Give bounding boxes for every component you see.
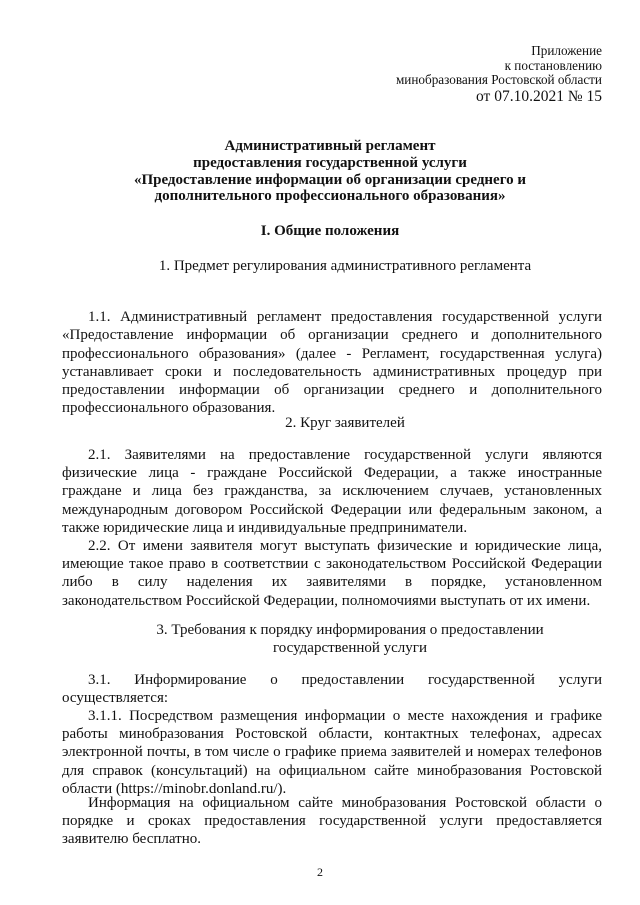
subheading-subject: 1. Предмет регулирования административного регламента bbox=[158, 258, 532, 274]
appendix-line-3: минобразования Ростовской области bbox=[395, 72, 602, 88]
paragraph-2-2-text: 2.2. От имени заявителя могут выступать физические и юридические лица, имеющие такое право в соответствии с законодательством Российской Федерации либо в силу наделения их заявителями в порядке, установленном законодательством Российской Федерации, полномочиями выступать от их имени. bbox=[62, 538, 602, 609]
paragraph-info bbox=[62, 794, 602, 849]
subheading-informing-line-2: государственной услуги bbox=[273, 640, 427, 656]
title-line-4: дополнительного профессионального образования» bbox=[154, 188, 506, 205]
paragraph-2-2 bbox=[62, 537, 602, 610]
paragraph-3-1-1 bbox=[62, 707, 602, 798]
title-line-3: «Предоставление информации об организации среднего и bbox=[133, 171, 527, 188]
paragraph-1-1-text: 1.1. Административный регламент предоставления государственной услуги «Предоставление информации об организации среднего и дополнительного профессионального образования» (далее - Регламент, государственная услуга) устанавливает сроки и последовательность административных процедур при предоставлении информации об организации среднего и дополнительного профессионального образования. bbox=[62, 309, 602, 417]
paragraph-2-1-text: 2.1. Заявителями на предоставление государственной услуги являются физические лица - граждане Российской Федерации, а также иностранные граждане и лица без гражданства, за исключением случаев, установленных международным договором Российской Федерации или федеральным законом, а также юридические лица и индивидуальные предприниматели. bbox=[62, 447, 602, 536]
paragraph-3-1-text: 3.1. Информирование о предоставлении государственной услуги осуществляется: bbox=[62, 672, 602, 707]
paragraph-2-1 bbox=[62, 446, 602, 537]
page-number: 2 bbox=[317, 865, 323, 879]
appendix-header bbox=[396, 44, 602, 106]
section-heading: I. Общие положения bbox=[260, 223, 400, 239]
paragraph-1-1 bbox=[62, 290, 602, 417]
document-title bbox=[80, 138, 580, 205]
subheading-informing-line-1: 3. Требования к порядку информирования о предоставлении bbox=[156, 622, 544, 638]
subheading-informing bbox=[80, 621, 620, 657]
appendix-date-line: от 07.10.2021 № 15 bbox=[476, 87, 602, 105]
paragraph-3-1 bbox=[62, 671, 602, 707]
paragraph-3-1-1-text: 3.1.1. Посредством размещения информации о месте нахождения и графике работы минобразования Ростовской области, контактных телефонах, адресах электронной почты, в том числе о графике приема заявителей и номерах телефонов для справок (консультаций) на официальном сайте минобразования Ростовской области (https://minobr.donland.ru/). bbox=[62, 708, 602, 797]
title-line-1: Административный регламент bbox=[224, 138, 436, 154]
appendix-line-2: к постановлению bbox=[504, 57, 602, 73]
appendix-line-1: Приложение bbox=[531, 43, 602, 58]
paragraph-info-text: Информация на официальном сайте минобразования Ростовской области о порядке и сроках предоставления государственной услуги предоставляется заявителю бесплатно. bbox=[62, 795, 602, 848]
subheading-applicants: 2. Круг заявителей bbox=[285, 415, 405, 431]
title-line-2: предоставления государственной услуги bbox=[193, 154, 467, 171]
